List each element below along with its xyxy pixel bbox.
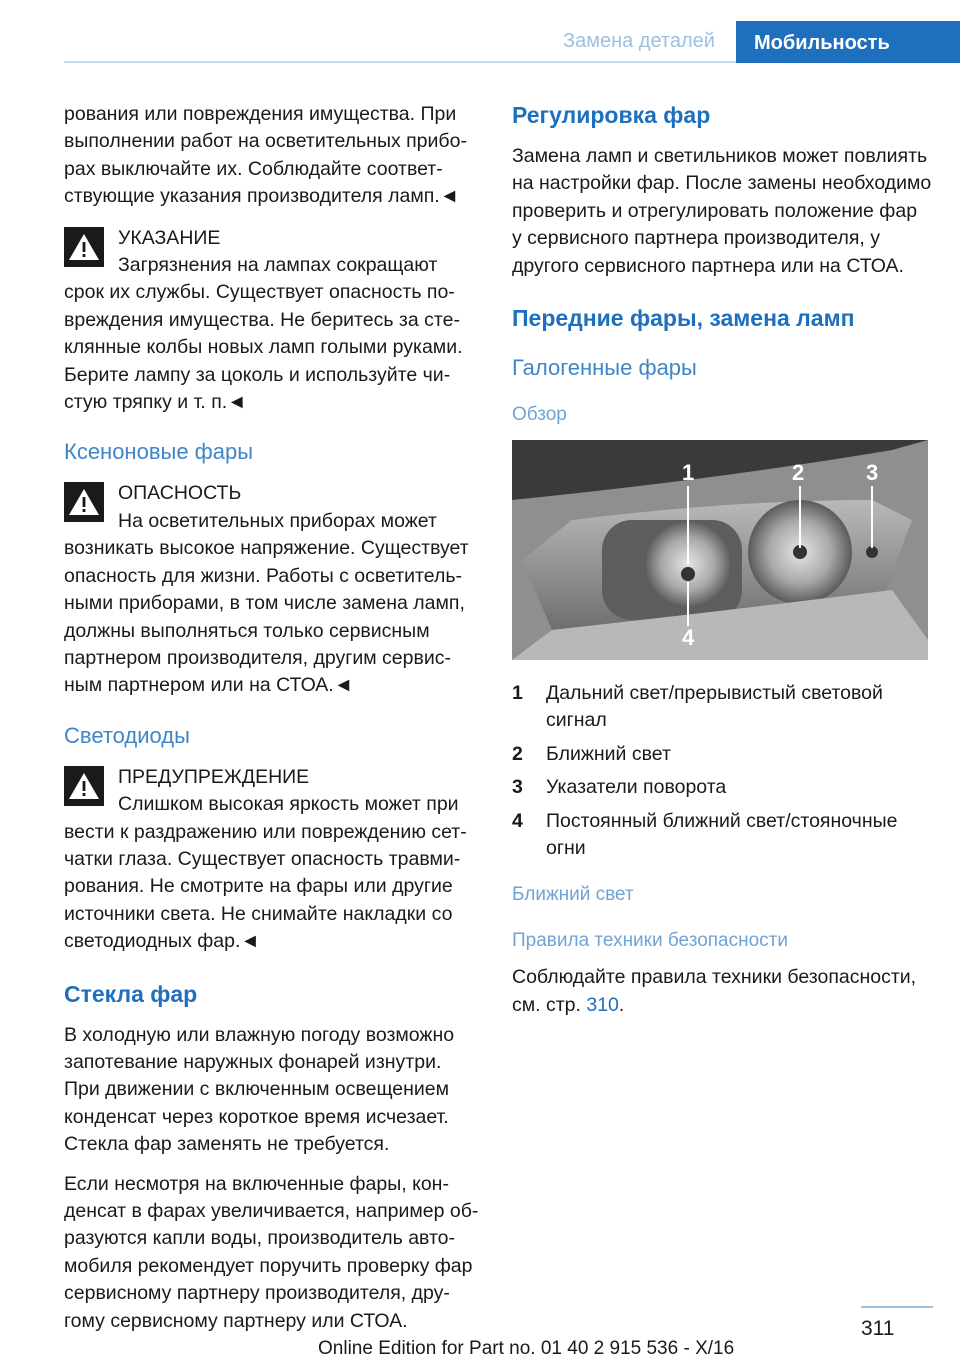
- caution-first-line: Слишком высокая яркость может при: [118, 793, 459, 816]
- page-number: 311: [861, 1317, 895, 1340]
- headlight-figure: [512, 440, 928, 660]
- caution-block: [64, 764, 480, 956]
- safety-paragraph: [512, 964, 932, 1019]
- legend-text: Постоянный ближний свет/стояночные огни: [546, 809, 898, 860]
- glass-paragraph-2: Если несмотря на включенные фары, конденсат в фарах увеличивается, например образуются капли воды, производитель автомобиля рекомендует поручить проверку фар сервисному партнеру производителя, другому сервисному партнеру или СТОА.: [64, 1172, 479, 1332]
- glass-paragraph-1: В холодную или влажную погоду возможно запотевание наружных фонарей изнутри. При движении с включенным освещением конденсат через короткое время исчезает. Стекла фар заменять не требуется.: [64, 1023, 455, 1156]
- legend-number: 4: [512, 809, 523, 832]
- legend-text: Дальний свет/прерывистый световой сигнал: [546, 682, 883, 732]
- note-block: [64, 225, 480, 417]
- glass-heading: Стекла фар: [64, 980, 198, 1007]
- xenon-heading: Ксеноновые фары: [64, 439, 254, 465]
- note-text: срок их службы. Существует опасность повреждения имущества. Не беритесь за стеклянные колбы новых ламп голыми руками. Берите лампу за цоколь и используйте чистую тряпку и т. п.◄: [64, 281, 463, 414]
- legend-number: 3: [512, 776, 523, 799]
- legend-item: [512, 680, 932, 735]
- legend-item: [512, 808, 932, 863]
- note-title: УКАЗАНИЕ: [118, 226, 221, 249]
- caution-title: ПРЕДУПРЕЖДЕНИЕ: [118, 765, 310, 788]
- halogen-heading: Галогенные фары: [512, 355, 697, 381]
- legend-number: 2: [512, 742, 523, 765]
- warning-triangle-icon: [64, 227, 104, 267]
- safety-end: .: [618, 993, 625, 1016]
- footer-rule: [861, 1306, 933, 1308]
- led-heading: Светодиоды: [64, 722, 190, 748]
- figure-label-3: 3: [866, 460, 879, 486]
- warning-triangle-icon: [64, 482, 104, 522]
- note-first-line: Загрязнения на лампах сокращают: [118, 254, 438, 277]
- page-reference-link[interactable]: 310: [586, 993, 619, 1016]
- legend-item: [512, 741, 932, 768]
- danger-first-line: На осветительных приборах может: [118, 509, 437, 532]
- figure-label-4: 4: [682, 625, 695, 651]
- safety-text: Соблюдайте правила техники безопасности, см. стр.: [512, 966, 917, 1016]
- danger-block: [64, 480, 480, 699]
- figure-label-1: 1: [682, 460, 695, 486]
- front-lamps-heading: Передние фары, замена ламп: [512, 305, 855, 332]
- legend-list: [512, 680, 932, 862]
- online-edition-note: Online Edition for Part no. 01 40 2 915 536 - X/16: [318, 1338, 735, 1359]
- adjust-heading: Регулировка фар: [512, 102, 711, 128]
- danger-title: ОПАСНОСТЬ: [118, 482, 242, 505]
- left-column: [64, 101, 480, 1347]
- adjust-paragraph: Замена ламп и светильников может повлиять на настройки фар. После замены необходимо проверить и отрегулировать положение фар у сервисного партнера производителя, у другого сервисного партнера или на СТОА.: [512, 145, 932, 277]
- overview-heading: Обзор: [512, 404, 567, 426]
- intro-paragraph: рования или повреждения имущества. При выполнении работ на осветительных приборах выключайте их. Соблюдайте соответствующие указания производителя ламп.◄: [64, 103, 467, 208]
- danger-text: возникать высокое напряжение. Существует опасность для жизни. Работы с осветительными приборами, в том числе замена ламп, должны выполняться только сервисным партнером производителя, другим сервисным партнером или на СТОА.◄: [64, 537, 469, 697]
- low-beam-heading: Ближний свет: [512, 884, 634, 906]
- chapter-tab[interactable]: Мобильность: [736, 21, 960, 63]
- caution-text: вести к раздражению или повреждению сетчатки глаза. Существует опасность травмирования. Не смотрите на фары или другие источники света. Не снимайте накладки со светодиодных фар.◄: [64, 820, 467, 953]
- right-column: [512, 101, 932, 1031]
- legend-text: Ближний свет: [546, 742, 671, 765]
- figure-label-2: 2: [792, 460, 805, 486]
- safety-heading: Правила техники безопасности: [512, 930, 788, 952]
- headlight-illustration: [512, 440, 928, 660]
- legend-number: 1: [512, 682, 523, 705]
- warning-triangle-icon: [64, 766, 104, 806]
- legend-item: [512, 774, 932, 801]
- section-tab[interactable]: Замена деталей: [563, 30, 715, 52]
- legend-text: Указатели поворота: [546, 776, 727, 799]
